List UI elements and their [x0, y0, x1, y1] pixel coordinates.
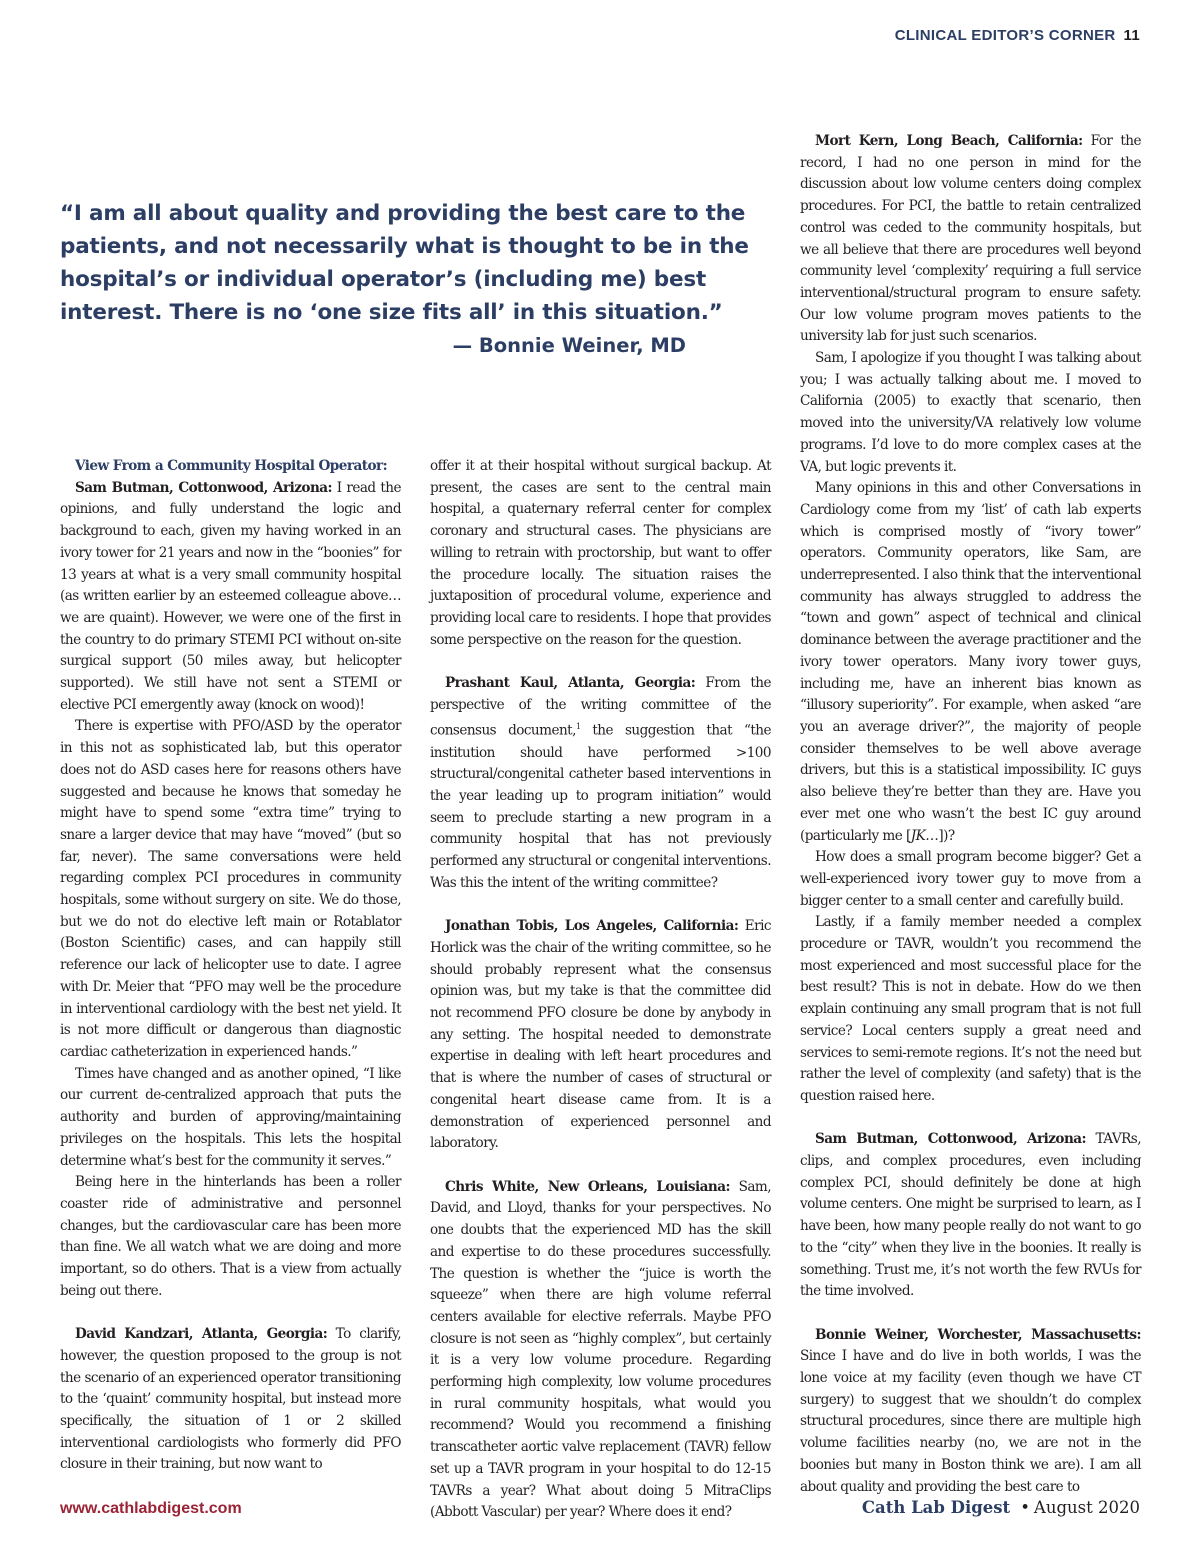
paragraph: Jonathan Tobis, Los Angeles, California: Eric Horlick was the chair of the writing committee, so he should probably represent what the consensus opinion was, but my take is that the committee did not recommend PFO closure be done by anybody in any setting. The hospital needed to demonstrate expertise in dealing with left heart procedures and that is where the number of cases of structural or congenital heart disease came from. It is a demonstration of experienced personnel and laboratory.	[430, 918, 771, 1152]
paragraph: Sam, I apologize if you thought I was talking about you; I was actually talking about me. I moved to California (2005) to exactly that scenario, then moved into the university/VA relatively low volume programs. I’d love to do more complex cases at the VA, but logic prevents it.	[800, 350, 1141, 475]
running-header	[895, 27, 1140, 44]
website-url[interactable]: www.cathlabdigest.com	[60, 1500, 242, 1517]
paragraph: There is expertise with PFO/ASD by the operator in this not as sophisticated lab, but this operator does not do ASD cases here for reasons others have suggested and because he knows that someday he might have to spend some “extra time” trying to snare a larger device that may have “moved” (but so far, never). The same conversations were held regarding complex PCI procedures in community hospitals, some without surgery on site. We do those, but we do not do elective left main or Rotablator (Boston Scientific) cases, and can happily still reference our lack of helicopter use to date. I agree with Dr. Meier that “PFO may well be the procedure in interventional cardiology with the best net yield. It is not more difficult or dangerous than diagnostic cardiac catheterization in experienced hands.”	[60, 718, 401, 1060]
paragraph: Mort Kern, Long Beach, California: For the record, I had no one person in mind for the discussion about low volume centers doing complex procedures. For PCI, the battle to retain centralized control was ceded to the community hospitals, but we all believe that there are procedures well beyond community level ‘complexity’ requiring a full service interventional/structural program to ensure safety. Our low volume program moves patients to the university lab for just such scenarios.	[800, 133, 1141, 345]
paragraph: offer it at their hospital without surgical backup. At present, the cases are sent to the central main hospital, a quaternary referral center for complex coronary and structural cases. The physicians are willing to retrain with proctorship, but want to offer the procedure locally. The situation raises the juxtaposition of procedural volume, experience and providing local care to residents. I hope that provides some perspective on the reason for the question.	[430, 458, 771, 648]
reference-superscript: 1	[575, 722, 581, 732]
page-number: 11	[1123, 27, 1140, 44]
paragraph: Many opinions in this and other Conversations in Cardiology come from my ‘list’ of cath lab experts which is comprised mostly of “ivory tower” operators. Community operators, like Sam, are underrepresented. I also think that the interventional community has always struggled to address the “town and gown” aspect of technical and clinical dominance between the average practitioner and the ivory tower operators. Many ivory tower guys, including me, have an inherent bias known as “illusory superiority”. For example, when asked “are you an average driver?”, the majority of people consider themselves to be well above average drivers, but this is a statistical impossibility. IC guys also believe they’re better than they are. Have you ever met one who wasn’t the best IC guy around (particularly me [JK…])?	[800, 480, 1141, 844]
article-column-2	[430, 456, 771, 1524]
paragraph: Bonnie Weiner, Worchester, Massachusetts: Since I have and do live in both worlds, I was the lone voice at my facility (even though we have CT surgery) to suggest that we shouldn’t do complex structural procedures, since there are multiple high volume facilities nearby (no, we are not in the boonies but many in Boston think we are). I am all about quality and providing the best care to	[800, 1326, 1141, 1495]
paragraph: Chris White, New Orleans, Louisiana: Sam, David, and Lloyd, thanks for your perspectives. No one doubts that the experienced MD has the skill and expertise to do these procedures successfully. The question is whether the “juice is worth the squeeze” when there are high volume referral centers available for elective referrals. Maybe PFO closure is not seen as “highly complex”, but certainly it is a very low volume procedure. Regarding performing high complexity, low volume procedures in rural community hospitals, what would you recommend? Would you recommend a finishing transcatheter aortic valve replacement (TAVR) fellow set up a TAVR program in your hospital to do 12-15 TAVRs a year? What about doing 5 MitraClips (Abbott Vascular) per year? Where does it end?	[430, 1178, 772, 1521]
paragraph: Times have changed and as another opined, “I like our current de-centralized approach that puts the authority and burden of approving/maintaining privileges on the hospitals. This lets the hospital determine what’s best for the community it serves.”	[60, 1065, 401, 1169]
paragraph: Sam Butman, Cottonwood, Arizona: TAVRs, clips, and complex procedures, even including complex PCI, should definitely be done at high volume centers. One might be surprised to learn, as I have been, how many people really do not want to go to the “city” when they live in the boonies. It really is something. Trust me, it’s not worth the few RVUs for the time involved.	[800, 1131, 1141, 1300]
paragraph: David Kandzari, Atlanta, Georgia: To clarify, however, the question proposed to the group is not the scenario of an experienced operator transitioning to the ‘quaint’ community hospital, but instead more specifically, the situation of 1 or 2 skilled interventional cardiologists who formerly did PFO closure in their training, but now want to	[60, 1326, 402, 1473]
section-subhead: View From a Community Hospital Operator:	[75, 458, 388, 474]
speaker-name: Jonathan Tobis, Los Angeles, California:	[445, 918, 739, 935]
paragraph: Prashant Kaul, Atlanta, Georgia: From the perspective of the writing committee of the consensus document,$^1$ the suggestion that “the institution should have performed >100 structural/congenital catheter based interventions in the year leading up to program initiation” would seem to preclude starting a new program in a community hospital that has not previously performed any structural or congenital interventions. Was this the intent of the writing committee?	[430, 675, 771, 891]
speaker-name: Prashant Kaul, Atlanta, Georgia:	[445, 675, 696, 692]
publication-footer	[862, 1498, 1140, 1517]
pull-quote: “I am all about quality and providing the best care to the patients, and not necessarily what is thought to be in the hospital’s or individual operator’s (including me) best interest. There is no ‘one size fits all’ in this situation.”	[60, 201, 749, 325]
paragraph: How does a small program become bigger? Get a well-experienced ivory tower guy to move from a bigger center to a small center and carefully build.	[800, 849, 1141, 909]
speaker-name: Bonnie Weiner, Worchester, Massachusetts:	[815, 1326, 1141, 1343]
speaker-name: Sam Butman, Cottonwood, Arizona:	[75, 479, 332, 496]
speaker-name: Chris White, New Orleans, Louisiana:	[445, 1178, 730, 1195]
issue-date: August 2020	[1033, 1498, 1140, 1517]
paragraph: Being here in the hinterlands has been a roller coaster ride of administrative and personnel changes, but the cardiovascular care has been more than fine. We all watch what we are doing and more important, so do others. That is a view from actually being out there.	[60, 1174, 401, 1299]
speaker-name: Sam Butman, Cottonwood, Arizona:	[815, 1131, 1087, 1148]
speaker-name: Mort Kern, Long Beach, California:	[815, 133, 1083, 149]
footer-separator: •	[1020, 1498, 1030, 1517]
section-title: CLINICAL EDITOR’S CORNER	[894, 27, 1116, 44]
paragraph: Lastly, if a family member needed a complex procedure or TAVR, wouldn’t you recommend the most experienced and most successful place for the best result? This is not in debate. How do we then explain continuing any small program that is not full service? Local centers supply a great need and services to semi-remote regions. It’s not the need but rather the level of complexity (and safety) that is the question raised here.	[800, 914, 1141, 1104]
speaker-name: David Kandzari, Atlanta, Georgia:	[75, 1326, 328, 1343]
article-column-3	[800, 131, 1141, 1498]
article-column-1	[60, 456, 401, 1476]
paragraph: Sam Butman, Cottonwood, Arizona: I read the opinions, and fully understand the logic and background to each, given my having worked in an ivory tower for 21 years and now in the “boonies” for 13 years at what is a very small community hospital (as written earlier by an esteemed colleague above…we are quaint). However, we were one of the first in the country to do primary STEMI PCI without on-site surgical support (50 miles away, but helicopter supported). We still have not sent a STEMI or elective PCI emergently away (knock on wood)!	[60, 479, 401, 713]
publication-name: Cath Lab Digest	[861, 1498, 1011, 1517]
pull-quote-attribution: — Bonnie Weiner, MD	[452, 334, 686, 357]
